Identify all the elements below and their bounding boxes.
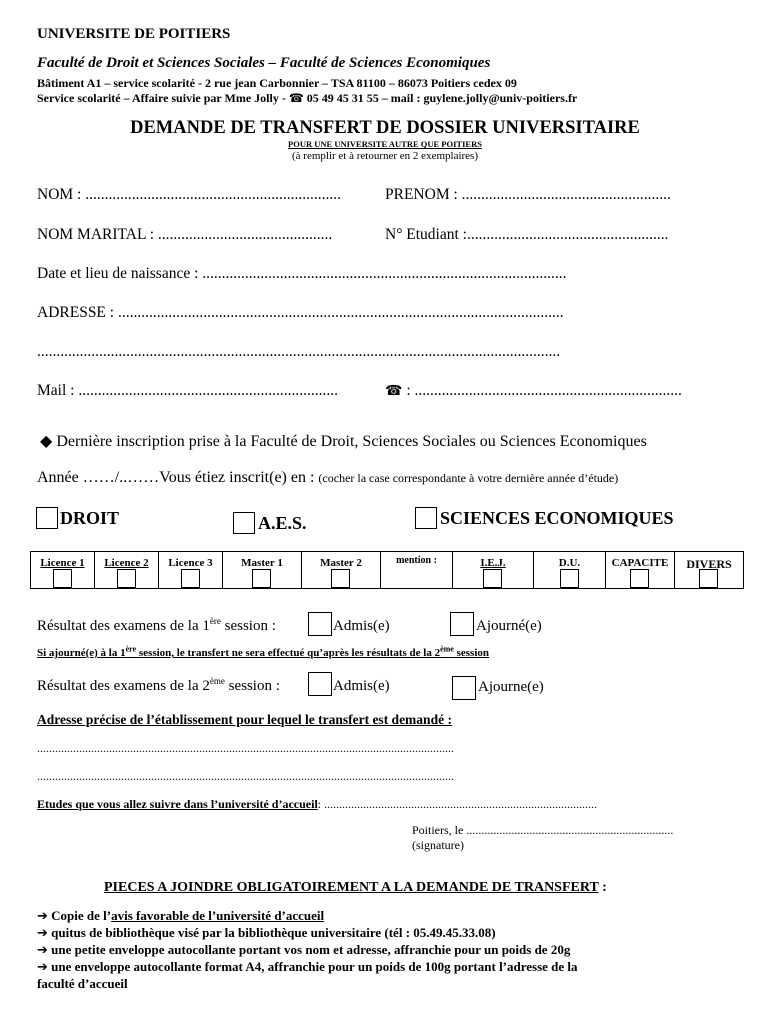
tel-dots: : ..................................................................... bbox=[406, 382, 682, 399]
pieces-title: PIECES A JOINDRE OBLIGATOIREMENT A LA DEMANDE DE TRANSFERT : bbox=[104, 880, 607, 895]
etablissement-line-2[interactable]: ........................................................................................................................................... bbox=[37, 769, 454, 783]
address-line: Bâtiment A1 – service scolarité - 2 rue jean Carbonnier – TSA 81100 – 86073 Poitiers cedex 09 bbox=[37, 76, 517, 90]
form-subtitle: POUR UNE UNIVERSITE AUTRE QUE POITIERS bbox=[288, 139, 482, 149]
eco-checkbox[interactable] bbox=[415, 507, 437, 529]
aes-label: A.E.S. bbox=[258, 513, 307, 533]
capacite-checkbox[interactable] bbox=[630, 569, 649, 588]
droit-label: DROIT bbox=[60, 508, 120, 528]
cell-licence-3: Licence 3 bbox=[159, 552, 223, 589]
piece-item-2: ➔ quitus de bibliothèque visé par la bibliothèque universitaire (tél : 05.49.45.33.08) bbox=[37, 925, 496, 941]
ajourne-2-label: Ajourne(e) bbox=[478, 679, 544, 695]
eco-label: SCIENCES ECONOMIQUES bbox=[440, 508, 674, 528]
etudes-dots: : ........................................................................................... bbox=[317, 797, 598, 811]
master-2-checkbox[interactable] bbox=[331, 569, 350, 588]
cell-licence-2: Licence 2 bbox=[95, 552, 159, 589]
adresse-line2[interactable]: ....................................................................................................................................... bbox=[37, 343, 561, 360]
du-checkbox[interactable] bbox=[560, 569, 579, 588]
ajourne-note: Si ajourné(e) à la 1ère session, le transfert ne sera effectué qu’après les résultats de la 2ème session bbox=[37, 644, 490, 659]
ajourne-2-checkbox[interactable] bbox=[452, 676, 476, 700]
nom-marital-field[interactable]: NOM MARITAL : ............................................. bbox=[37, 226, 333, 243]
diamond-bullet-icon: ◆ bbox=[40, 431, 53, 450]
nom-field[interactable]: NOM : .................................................................. bbox=[37, 186, 341, 203]
mail-field[interactable]: Mail : ................................................................... bbox=[37, 382, 338, 399]
cell-master-2: Master 2 bbox=[302, 552, 381, 589]
iej-checkbox[interactable] bbox=[483, 569, 502, 588]
cell-mention[interactable]: mention : bbox=[381, 552, 453, 589]
prenom-field[interactable]: PRENOM : ...................................................... bbox=[385, 186, 671, 203]
form-title: DEMANDE DE TRANSFERT DE DOSSIER UNIVERSITAIRE bbox=[130, 118, 640, 138]
piece-item-1: ➔ Copie de l’avis favorable de l’université d’accueil bbox=[37, 908, 325, 924]
etablissement-label: Adresse précise de l’établissement pour lequel le transfert est demandé : bbox=[37, 712, 452, 727]
droit-checkbox[interactable] bbox=[36, 507, 58, 529]
resultat-session-1: Résultat des examens de la 1ère session : bbox=[37, 616, 276, 634]
phone-icon: ☎ bbox=[288, 91, 304, 105]
signature-label: (signature) bbox=[412, 838, 464, 852]
admis-2-checkbox[interactable] bbox=[308, 672, 332, 696]
cell-licence-1: Licence 1 bbox=[31, 552, 95, 589]
licence-1-checkbox[interactable] bbox=[53, 569, 72, 588]
ajourne-1-label: Ajourné(e) bbox=[476, 618, 542, 634]
piece-item-4: ➔ une enveloppe autocollante format A4, affranchie pour un poids de 100g portant l’adresse de la bbox=[37, 959, 578, 975]
licence-2-checkbox[interactable] bbox=[117, 569, 136, 588]
phone-icon: ☎ bbox=[385, 383, 403, 399]
arrow-icon: ➔ bbox=[37, 909, 48, 924]
university-name: UNIVERSITE DE POITIERS bbox=[37, 26, 231, 42]
admis-2-label: Admis(e) bbox=[333, 678, 390, 694]
etudes-label: Etudes que vous allez suivre dans l’université d’accueil bbox=[37, 797, 318, 811]
annee-line bbox=[37, 469, 618, 487]
faculty-name: Faculté de Droit et Sciences Sociales – Faculté de Sciences Economiques bbox=[37, 55, 491, 71]
master-1-checkbox[interactable] bbox=[252, 569, 271, 588]
derniere-inscription bbox=[40, 431, 647, 451]
divers-checkbox[interactable] bbox=[699, 569, 718, 588]
form-instruction: (à remplir et à retourner en 2 exemplaires) bbox=[292, 150, 478, 162]
arrow-icon: ➔ bbox=[37, 960, 48, 975]
tel-field[interactable] bbox=[385, 382, 682, 400]
cell-master-1: Master 1 bbox=[223, 552, 302, 589]
cell-du: D.U. bbox=[534, 552, 606, 589]
etudes-line[interactable] bbox=[37, 797, 597, 812]
cell-divers: DIVERS bbox=[675, 552, 744, 589]
derniere-inscription-text: Dernière inscription prise à la Faculté de Droit, Sciences Sociales ou Sciences Economiques bbox=[56, 433, 647, 450]
cell-capacite: CAPACITE bbox=[606, 552, 675, 589]
resultat-session-2: Résultat des examens de la 2ème session : bbox=[37, 676, 280, 694]
cell-iej: I.E.J. bbox=[453, 552, 534, 589]
signature-place[interactable]: Poitiers, le ..................................................................... bbox=[412, 823, 674, 837]
arrow-icon: ➔ bbox=[37, 943, 48, 958]
piece-item-4-cont: faculté d’accueil bbox=[37, 976, 128, 991]
licence-3-checkbox[interactable] bbox=[181, 569, 200, 588]
contact-line bbox=[37, 91, 577, 106]
naissance-field[interactable]: Date et lieu de naissance : .............................................................................................. bbox=[37, 265, 567, 282]
niveau-table bbox=[30, 551, 744, 589]
arrow-icon: ➔ bbox=[37, 926, 48, 941]
ajourne-1-checkbox[interactable] bbox=[450, 612, 474, 636]
admis-1-label: Admis(e) bbox=[333, 618, 390, 634]
aes-checkbox[interactable] bbox=[233, 512, 255, 534]
annee-text: Année ……/..……Vous étiez inscrit(e) en : bbox=[37, 469, 315, 486]
contact-service: Service scolarité – Affaire suivie par Mme Jolly - bbox=[37, 91, 286, 105]
etudiant-field[interactable]: N° Etudiant :.................................................... bbox=[385, 226, 669, 243]
piece-item-3: ➔ une petite enveloppe autocollante portant vos nom et adresse, affranchie pour un poids de 20g bbox=[37, 942, 571, 958]
annee-note: (cocher la case correspondante à votre dernière année d’étude) bbox=[318, 471, 619, 485]
adresse-field[interactable]: ADRESSE : ................................................................................................................... bbox=[37, 304, 564, 321]
etablissement-line-1[interactable]: ........................................................................................................................................... bbox=[37, 741, 454, 755]
contact-phone-mail: 05 49 45 31 55 – mail : guylene.jolly@univ-poitiers.fr bbox=[306, 91, 578, 105]
admis-1-checkbox[interactable] bbox=[308, 612, 332, 636]
